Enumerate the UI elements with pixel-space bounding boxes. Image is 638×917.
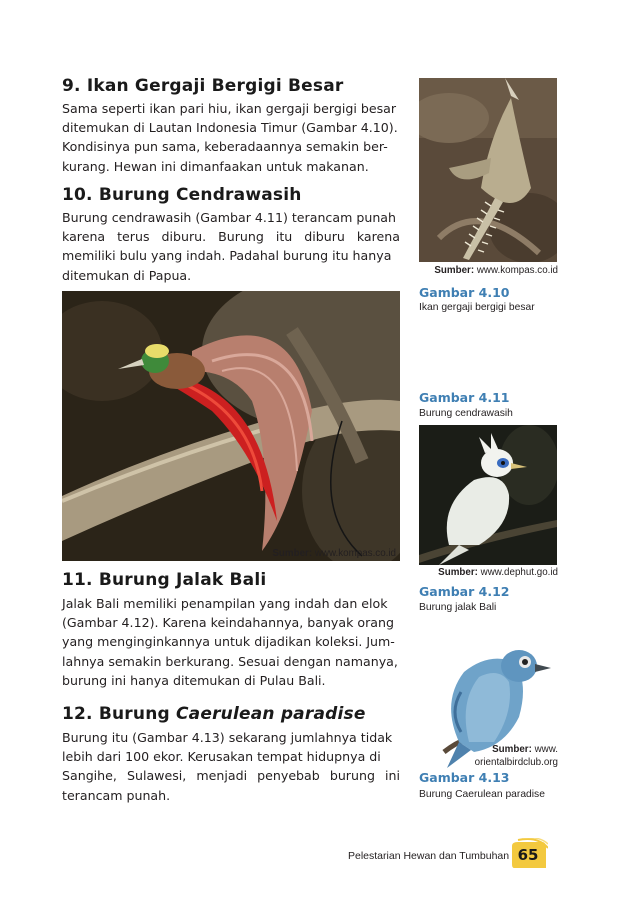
paragraph-line: (Gambar 4.12). Karena keindahannya, banyak orang (62, 615, 394, 631)
section-title: Burung Cendrawasih (98, 185, 302, 205)
source-label: Sumber: (438, 567, 478, 578)
figure-caption-4-10: Ikan gergaji bergigi besar (419, 302, 535, 313)
figure-source-4-11 (200, 548, 396, 559)
source-url: www.dephut.go.id (480, 567, 558, 578)
paragraph-line: memiliki bulu yang indah. Padahal burung itu hanya (62, 248, 392, 264)
paragraph-line: lahnya semakin berkurang. Sesuai dengan namanya, (62, 653, 398, 669)
paragraph-line: ditemukan di Papua. (62, 267, 192, 283)
section-paragraph-12 (62, 728, 400, 805)
paragraph-line: Burung cendrawasih (Gambar 4.11) terancam punah (62, 210, 397, 225)
figure-caption-4-13: Burung Caerulean paradise (419, 789, 545, 800)
section-number: 12. (62, 704, 93, 724)
paragraph-line: karena terus diburu. Burung itu diburu karena (62, 229, 400, 245)
source-label: Sumber: (434, 265, 475, 276)
paragraph-line: Sama seperti ikan pari hiu, ikan gergaji bergigi besar (62, 101, 397, 116)
section-title: Burung Jalak Bali (98, 570, 267, 590)
sawfish-photo (419, 78, 557, 262)
section-heading-11 (62, 570, 266, 590)
source-label: Sumber: (272, 548, 313, 559)
section-number: 10. (62, 185, 93, 205)
bali-starling-photo (419, 425, 557, 565)
figure-label-4-12: Gambar 4.12 (419, 584, 510, 599)
paragraph-line: lebih dari 100 ekor. Kerusakan tempat hidupnya di (62, 749, 381, 765)
figure-source-4-13 (430, 743, 558, 769)
section-number: 11. (62, 570, 93, 590)
page-number: 65 (517, 846, 539, 864)
figure-caption-4-11: Burung cendrawasih (419, 408, 513, 419)
figure-label-4-10: Gambar 4.10 (419, 285, 510, 300)
section-title-prefix: Burung (98, 704, 170, 724)
figure-source-4-12 (400, 567, 558, 578)
paragraph-line: ditemukan di Lautan Indonesia Timur (Gambar 4.10). (62, 120, 398, 136)
section-title: Ikan Gergaji Bergigi Besar (86, 76, 344, 96)
section-paragraph-9 (62, 99, 400, 176)
paragraph-line: Jalak Bali memiliki penampilan yang indah dan elok (62, 596, 388, 611)
section-heading-12 (62, 704, 366, 724)
source-label: Sumber: (492, 744, 532, 755)
source-url-line2: orientalbirdclub.org (474, 757, 558, 768)
figure-source-4-10 (400, 265, 558, 276)
section-number: 9. (62, 76, 81, 96)
source-url: www.kompas.co.id (314, 548, 396, 559)
source-url-line1: www. (534, 744, 558, 755)
section-title-italic: Caerulean paradise (176, 704, 366, 724)
paragraph-line: Sangihe, Sulawesi, menjadi penyebab burung ini (62, 768, 400, 784)
paragraph-line: kurang. Hewan ini dimanfaakan untuk makanan. (62, 158, 369, 174)
section-paragraph-11 (62, 594, 400, 690)
section-paragraph-10 (62, 208, 400, 285)
source-url: www.kompas.co.id (476, 265, 558, 276)
footer-chapter-title: Pelestarian Hewan dan Tumbuhan (348, 850, 510, 862)
paragraph-line: burung ini hanya ditemukan di Pulau Bali. (62, 672, 326, 688)
figure-label-4-13: Gambar 4.13 (419, 770, 510, 785)
paragraph-line: Kondisinya pun sama, keberadaannya semakin ber- (62, 139, 388, 155)
paragraph-line: terancam punah. (62, 787, 171, 803)
figure-label-4-11: Gambar 4.11 (419, 390, 510, 405)
bird-of-paradise-photo (62, 291, 400, 561)
paragraph-line: Burung itu (Gambar 4.13) sekarang jumlahnya tidak (62, 730, 393, 745)
paragraph-line: yang menginginkannya untuk dijadikan koleksi. Jum- (62, 634, 395, 650)
section-heading-9 (62, 76, 343, 96)
section-heading-10 (62, 185, 302, 205)
figure-caption-4-12: Burung jalak Bali (419, 602, 497, 613)
